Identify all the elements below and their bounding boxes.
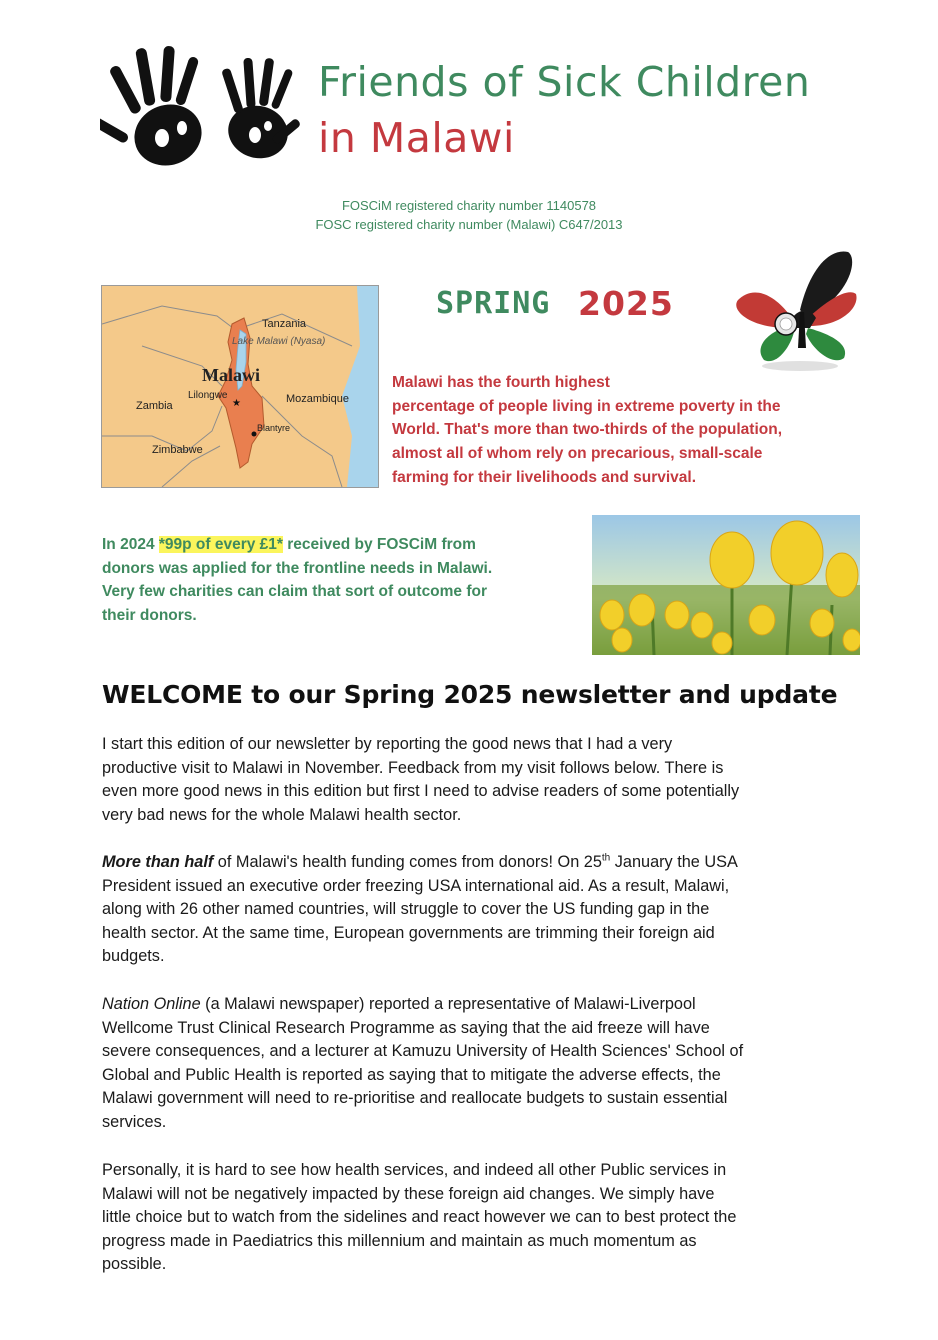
handprints-logo-icon [100,40,300,180]
outcome-text-before: In 2024 [102,536,159,553]
paragraph-personal-view [102,1159,872,1277]
paragraph-line: Wellcome Trust Clinical Research Programme as saying that the aid freeze will have [102,1018,710,1037]
paragraph-line: Personally, it is hard to see how health services, and indeed all other Public services in [102,1161,727,1179]
paragraph-text: (a Malawi newspaper) reported a representative of Malawi-Liverpool [200,995,696,1013]
malawi-map [101,285,379,488]
svg-text:★: ★ [232,398,241,409]
paragraph-line: services. [102,1112,167,1131]
paragraph-nation-online [102,993,872,1135]
paragraph-text: January the USA [610,853,738,871]
paragraph-line [102,851,872,875]
tulips-photo [592,515,860,655]
map-label-zambia: Zambia [136,400,173,412]
charity-number-uk: FOSCiM registered charity number 1140578 [341,198,597,213]
season-word: SPRING [436,286,551,321]
paragraph-line: President issued an executive order freezing USA international aid. As a result, Malawi, [102,876,730,895]
charity-number-malawi: FOSC registered charity number (Malawi) C647/2013 [315,217,623,232]
poverty-line: percentage of people living in extreme poverty in the [392,397,781,415]
map-label-lilongwe: Lilongwe [188,390,228,401]
outcome-line-3: Very few charities can claim that sort of outcome for [102,583,488,600]
outcome-text-after: received by FOSCiM from [282,536,476,553]
map-label-malawi: Malawi [202,365,260,385]
org-name-line1: Friends of Sick Children [318,58,811,106]
paragraph-line: health sector. At the same time, European governments are trimming their foreign aid [102,923,715,942]
outcome-statement [102,533,582,627]
paragraph-line: very bad news for the whole Malawi health sector. [102,805,462,824]
outcome-line-4: their donors. [102,606,197,624]
poverty-line: Malawi has the fourth highest [392,374,610,391]
paragraph-intro [102,733,872,827]
publication-name: Nation Online [102,995,201,1013]
paragraph-funding [102,851,872,969]
paragraph-line: Malawi will not be negatively impacted by these foreign aid changes. We simply have [102,1184,715,1203]
map-label-blantyre: Blantyre [257,423,291,433]
paragraph-line: productive visit to Malawi in November. Feedback from my visit follows below. There is [102,758,724,777]
paragraph-line: progress made in Paediatrics this millennium and maintain as much momentum as [102,1231,697,1250]
emphasis-text: More than half [102,853,214,871]
highlighted-figure: *99p of every £1* [158,536,283,553]
map-label-tanzania: Tanzania [262,318,307,330]
outcome-line-2: donors was applied for the frontline needs in Malawi. [102,559,493,577]
poverty-line: farming for their livelihoods and survival. [392,468,697,486]
paragraph-line [102,993,872,1017]
org-name-line2: in Malawi [318,114,515,162]
paragraph-line: severe consequences, and a lecturer at Kamuzu University of Health Sciences' School of [102,1042,744,1061]
paragraph-line: budgets. [102,947,165,966]
outcome-line-1 [102,533,582,557]
map-label-zimbabwe: Zimbabwe [152,444,203,456]
map-label-mozambique: Mozambique [286,393,349,405]
butterfly-icon [730,248,865,373]
map-label-lake: Lake Malawi (Nyasa) [232,336,326,347]
paragraph-line: along with 26 other named countries, will struggle to cover the US funding gap in the [102,900,710,919]
poverty-line: World. That's more than two-thirds of the population, [392,421,783,439]
paragraph-line: Malawi government will need to re-prioritise and reallocate budgets to sustain essential [102,1089,728,1108]
paragraph-line: even more good news in this edition but first I need to advise readers of some potentially [102,782,740,801]
poverty-line: almost all of whom rely on precarious, small-scale [392,445,763,463]
season-year: 2025 [578,284,674,323]
paragraph-line: Global and Public Health is reported as saying that to mitigate the adverse effects, the [102,1065,721,1084]
paragraph-line: little choice but to watch from the sidelines and react however we can to best protect the [102,1208,737,1227]
ordinal-suffix: th [601,852,611,864]
poverty-statement [392,371,872,490]
paragraph-line: possible. [102,1255,167,1274]
paragraph-line: I start this edition of our newsletter by reporting the good news that I had a very [102,735,673,753]
malawi-map-graphic [102,286,378,487]
welcome-heading: WELCOME to our Spring 2025 newsletter and update [102,680,838,709]
paragraph-text: of Malawi's health funding comes from donors! On 25 [213,853,602,871]
